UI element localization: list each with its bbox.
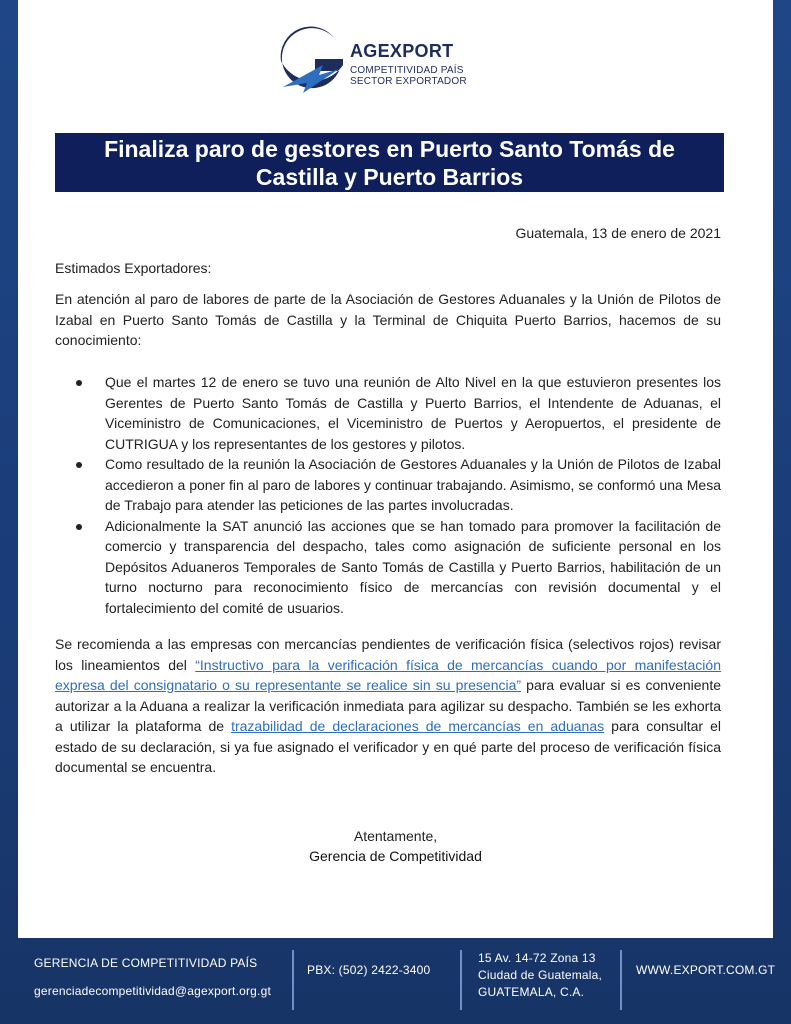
bullet-icon	[76, 380, 82, 386]
title-banner	[55, 133, 724, 192]
footer-divider	[620, 950, 622, 1010]
bullet-list	[68, 372, 721, 618]
document-page	[18, 0, 773, 938]
footer-department: GERENCIA DE COMPETITIVIDAD PAÍS	[34, 956, 258, 970]
page-title: Finaliza paro de gestores en Puerto Santo Tomás de Castilla y Puerto Barrios	[104, 135, 675, 190]
brand-tagline: COMPETITIVIDAD PAÍS SECTOR EXPORTADOR	[350, 65, 467, 87]
footer-phone: PBX: (502) 2422-3400	[307, 963, 431, 977]
bullet-icon	[76, 462, 82, 468]
list-item: Adicionalmente la SAT anunció las acciones que se han tomado para promover la facilitación de comercio y transparencia del despacho, tales como asignación de suficiente personal en los Depósitos Aduaneros Temporales de Santo Tomás de Castilla y Puerto Barrios, habilitación de un turno nocturno para reconocimiento físico de mercancías con revisión documental y el fortalecimiento del comité de usuarios.	[68, 516, 721, 619]
footer-divider	[460, 950, 462, 1010]
closing-block	[18, 826, 773, 866]
footer-email[interactable]: gerenciadecompetitividad@agexport.org.gt	[34, 984, 271, 998]
brand-name: AGEXPORT	[350, 41, 454, 61]
instructivo-link[interactable]: “Instructivo para la verificación física de mercancías cuando por manifestación expresa del consignatario o su representante se realice sin su presencia”	[55, 656, 721, 693]
footer-address: 15 Av. 14-72 Zona 13 Ciudad de Guatemala, GUATEMALA, C.A.	[478, 951, 603, 999]
intro-paragraph: En atención al paro de labores de parte de la Asociación de Gestores Aduanales y la Unión de Pilotos de Izabal en Puerto Santo Tomás de Castilla y la Terminal de Chiquita Puerto Barrios, hacemos de su conocimiento:	[55, 291, 721, 348]
signature: Gerencia de Competitividad	[309, 848, 482, 864]
recommendation-paragraph: Se recomienda a las empresas con mercancías pendientes de verificación física (selectivos rojos) revisar los lineamientos del “Instructivo para la verificación física de mercancías cuando por manifestación expresa del consignatario o su representante se realice sin su presencia” para evaluar si es conveniente autorizar a la Aduana a realizar la verificación inmediata para agilizar su despacho. También se les exhorta a utilizar la plataforma de trazabilidad de declaraciones de mercancías en aduanas para consultar el estado de su declaración, si ya fue asignado el verificador y en qué parte del proceso de verificación física documental se encuentra.	[55, 636, 721, 775]
salutation: Atentamente,	[353, 828, 438, 844]
footer-divider	[292, 950, 294, 1010]
greeting: Estimados Exportadores:	[55, 260, 212, 276]
list-item: Como resultado de la reunión la Asociación de Gestores Aduanales y la Unión de Pilotos de Izabal accedieron a poner fin al paro de labores y continuar trabajando. Asimismo, se conformó una Mesa de Trabajo para atender las peticiones de las partes involucradas.	[68, 454, 721, 516]
document-date: Guatemala, 13 de enero de 2021	[515, 225, 721, 241]
list-item: Que el martes 12 de enero se tuvo una reunión de Alto Nivel en la que estuvieron presentes los Gerentes de Puerto Santo Tomás de Castilla y Puerto Barrios, el Intendente de Aduanas, el Viceministro de Comunicaciones, el Viceministro de Puertos y Aeropuertos, el presidente de CUTRIGUA y los representantes de los gestores y pilotos.	[68, 372, 721, 454]
trazabilidad-link[interactable]: trazabilidad de declaraciones de mercancías en aduanas	[231, 718, 605, 734]
bullet-icon	[76, 524, 82, 530]
agexport-g-icon	[273, 25, 349, 97]
footer-website[interactable]: WWW.EXPORT.COM.GT	[636, 963, 776, 977]
agexport-logo	[273, 25, 513, 97]
footer	[0, 938, 791, 1024]
